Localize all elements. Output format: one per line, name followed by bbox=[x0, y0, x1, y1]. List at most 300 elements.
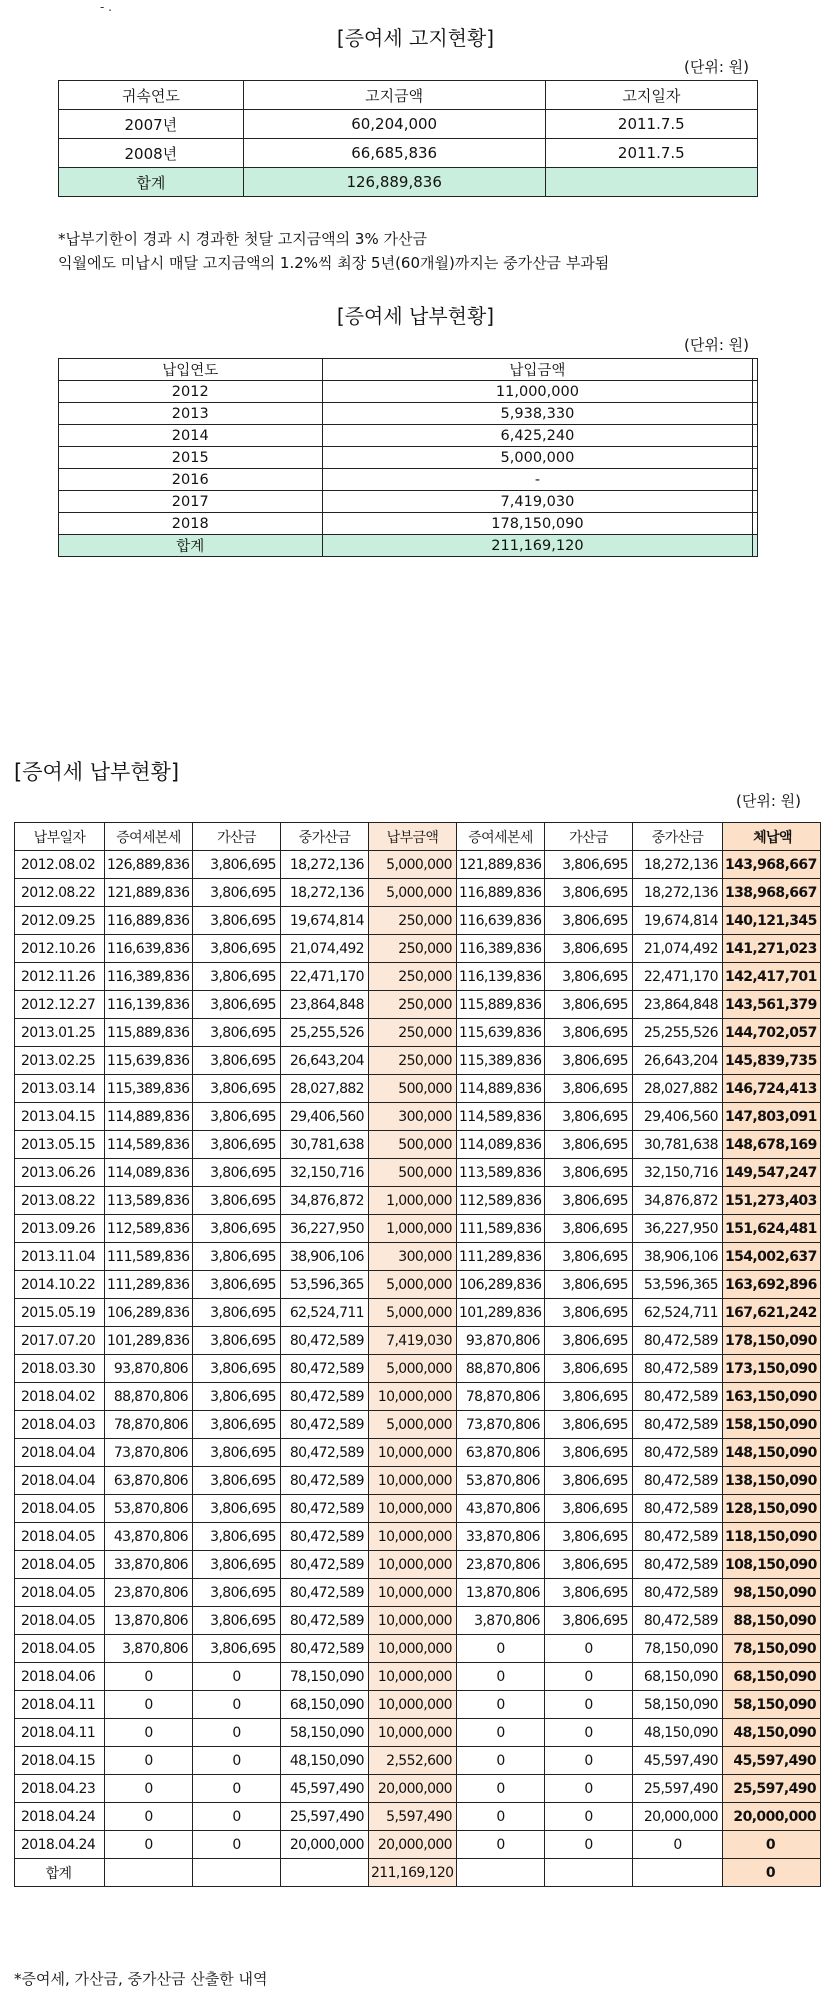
detail-cell: 3,806,695 bbox=[545, 935, 633, 963]
notice-cell: 66,685,836 bbox=[243, 139, 545, 168]
payment-cell bbox=[753, 403, 758, 425]
header-row bbox=[59, 359, 758, 381]
table-row bbox=[15, 1019, 821, 1047]
detail-cell: 2013.02.25 bbox=[15, 1047, 105, 1075]
detail-cell: 143,561,379 bbox=[723, 991, 821, 1019]
detail-cell: 80,472,589 bbox=[633, 1467, 723, 1495]
detail-cell: 0 bbox=[193, 1803, 281, 1831]
detail-cell: 3,806,695 bbox=[193, 851, 281, 879]
detail-cell: 108,150,090 bbox=[723, 1551, 821, 1579]
detail-cell: 62,524,711 bbox=[281, 1299, 369, 1327]
detail-cell: 13,870,806 bbox=[457, 1579, 545, 1607]
detail-cell: 3,806,695 bbox=[545, 1103, 633, 1131]
detail-cell: 증여세본세 bbox=[105, 823, 193, 851]
payment-summary-table bbox=[58, 358, 758, 557]
detail-cell: 167,621,242 bbox=[723, 1299, 821, 1327]
detail-cell: 3,806,695 bbox=[193, 1103, 281, 1131]
detail-cell: 80,472,589 bbox=[633, 1523, 723, 1551]
detail-cell: 2018.04.05 bbox=[15, 1523, 105, 1551]
detail-cell: 48,150,090 bbox=[723, 1719, 821, 1747]
detail-cell: 0 bbox=[545, 1691, 633, 1719]
detail-cell: 2013.04.15 bbox=[15, 1103, 105, 1131]
detail-cell: 0 bbox=[457, 1803, 545, 1831]
detail-cell: 3,806,695 bbox=[545, 1131, 633, 1159]
table-row bbox=[15, 1803, 821, 1831]
total-row bbox=[59, 535, 758, 557]
section1-title: [증여세 고지현황] bbox=[336, 26, 495, 50]
detail-cell: 106,289,836 bbox=[457, 1271, 545, 1299]
detail-cell: 3,806,695 bbox=[545, 1495, 633, 1523]
detail-cell: 115,639,836 bbox=[105, 1047, 193, 1075]
detail-cell: 3,806,695 bbox=[193, 1215, 281, 1243]
detail-cell: 62,524,711 bbox=[633, 1299, 723, 1327]
table-row bbox=[15, 1747, 821, 1775]
detail-cell: 2013.09.26 bbox=[15, 1215, 105, 1243]
detail-cell: 80,472,589 bbox=[633, 1579, 723, 1607]
detail-cell: 88,870,806 bbox=[105, 1383, 193, 1411]
detail-cell: 7,419,030 bbox=[369, 1327, 457, 1355]
detail-cell: 납부일자 bbox=[15, 823, 105, 851]
detail-cell: 10,000,000 bbox=[369, 1719, 457, 1747]
detail-cell: 45,597,490 bbox=[281, 1775, 369, 1803]
detail-cell: 21,074,492 bbox=[633, 935, 723, 963]
detail-cell: 500,000 bbox=[369, 1159, 457, 1187]
detail-cell: 158,150,090 bbox=[723, 1411, 821, 1439]
payment-detail-table bbox=[14, 822, 821, 1887]
detail-cell: 116,639,836 bbox=[457, 907, 545, 935]
detail-cell: 178,150,090 bbox=[723, 1327, 821, 1355]
table-row bbox=[15, 935, 821, 963]
table-row bbox=[59, 513, 758, 535]
table-row bbox=[59, 403, 758, 425]
detail-cell bbox=[193, 1859, 281, 1887]
detail-cell: 34,876,872 bbox=[281, 1187, 369, 1215]
detail-cell: 29,406,560 bbox=[281, 1103, 369, 1131]
detail-cell: 3,806,695 bbox=[193, 1635, 281, 1663]
total-row bbox=[15, 1859, 821, 1887]
detail-cell: 3,806,695 bbox=[545, 907, 633, 935]
detail-cell: 146,724,413 bbox=[723, 1075, 821, 1103]
detail-cell: 93,870,806 bbox=[105, 1355, 193, 1383]
detail-cell: 151,624,481 bbox=[723, 1215, 821, 1243]
detail-cell: 163,692,896 bbox=[723, 1271, 821, 1299]
detail-cell: 33,870,806 bbox=[105, 1551, 193, 1579]
detail-cell: 23,870,806 bbox=[457, 1551, 545, 1579]
detail-cell: 3,806,695 bbox=[193, 1159, 281, 1187]
table-row bbox=[15, 1159, 821, 1187]
detail-cell bbox=[281, 1859, 369, 1887]
payment-cell: 6,425,240 bbox=[322, 425, 753, 447]
table-row bbox=[15, 1551, 821, 1579]
footnote: *증여세, 가산금, 중가산금 산출한 내역 bbox=[14, 1970, 268, 1988]
detail-cell: 5,000,000 bbox=[369, 1355, 457, 1383]
detail-cell: 2013.06.26 bbox=[15, 1159, 105, 1187]
table-row bbox=[15, 1187, 821, 1215]
detail-cell: 145,839,735 bbox=[723, 1047, 821, 1075]
detail-cell: 3,806,695 bbox=[193, 1467, 281, 1495]
detail-cell: 53,596,365 bbox=[281, 1271, 369, 1299]
detail-cell: 0 bbox=[105, 1803, 193, 1831]
detail-cell: 25,255,526 bbox=[633, 1019, 723, 1047]
table-row bbox=[59, 139, 758, 168]
detail-cell: 3,806,695 bbox=[193, 1131, 281, 1159]
detail-cell: 3,806,695 bbox=[545, 1299, 633, 1327]
detail-cell: 26,643,204 bbox=[281, 1047, 369, 1075]
table-row bbox=[15, 1607, 821, 1635]
detail-cell: 5,000,000 bbox=[369, 1271, 457, 1299]
detail-cell: 80,472,589 bbox=[633, 1383, 723, 1411]
note-line-2: 익월에도 미납시 매달 고지금액의 1.2%씩 최장 5년(60개월)까지는 중가산금 부과됨 bbox=[58, 254, 610, 272]
detail-cell: 10,000,000 bbox=[369, 1467, 457, 1495]
table-row bbox=[15, 1075, 821, 1103]
detail-cell: 2012.08.22 bbox=[15, 879, 105, 907]
payment-cell bbox=[753, 359, 758, 381]
detail-cell: 25,597,490 bbox=[633, 1775, 723, 1803]
detail-cell: 80,472,589 bbox=[633, 1551, 723, 1579]
detail-cell: 80,472,589 bbox=[281, 1607, 369, 1635]
detail-cell: 10,000,000 bbox=[369, 1607, 457, 1635]
detail-cell: 128,150,090 bbox=[723, 1495, 821, 1523]
detail-cell: 32,150,716 bbox=[633, 1159, 723, 1187]
table-row bbox=[15, 1523, 821, 1551]
detail-cell: 116,889,836 bbox=[457, 879, 545, 907]
detail-cell: 73,870,806 bbox=[457, 1411, 545, 1439]
detail-cell: 3,806,695 bbox=[545, 1523, 633, 1551]
detail-cell: 80,472,589 bbox=[281, 1439, 369, 1467]
detail-cell: 116,139,836 bbox=[105, 991, 193, 1019]
detail-cell: 163,150,090 bbox=[723, 1383, 821, 1411]
notice-table bbox=[58, 80, 758, 197]
detail-cell: 43,870,806 bbox=[105, 1523, 193, 1551]
detail-cell: 300,000 bbox=[369, 1103, 457, 1131]
detail-cell: 0 bbox=[193, 1719, 281, 1747]
detail-cell: 250,000 bbox=[369, 1047, 457, 1075]
detail-cell: 3,806,695 bbox=[545, 1439, 633, 1467]
detail-cell: 30,781,638 bbox=[281, 1131, 369, 1159]
detail-cell: 28,027,882 bbox=[633, 1075, 723, 1103]
detail-cell: 3,806,695 bbox=[193, 1523, 281, 1551]
detail-cell: 115,389,836 bbox=[105, 1075, 193, 1103]
detail-cell: 2012.11.26 bbox=[15, 963, 105, 991]
detail-cell: 2018.04.05 bbox=[15, 1607, 105, 1635]
table-row bbox=[59, 469, 758, 491]
detail-cell: 3,806,695 bbox=[193, 1495, 281, 1523]
detail-cell: 0 bbox=[105, 1663, 193, 1691]
detail-cell: 0 bbox=[457, 1775, 545, 1803]
detail-cell: 154,002,637 bbox=[723, 1243, 821, 1271]
top-mark: - . bbox=[100, 0, 112, 14]
detail-cell: 80,472,589 bbox=[633, 1439, 723, 1467]
detail-cell: 0 bbox=[193, 1663, 281, 1691]
detail-cell: 88,150,090 bbox=[723, 1607, 821, 1635]
detail-cell: 80,472,589 bbox=[281, 1327, 369, 1355]
detail-cell: 500,000 bbox=[369, 1075, 457, 1103]
detail-cell: 300,000 bbox=[369, 1243, 457, 1271]
detail-cell: 114,589,836 bbox=[105, 1131, 193, 1159]
detail-cell: 0 bbox=[457, 1719, 545, 1747]
detail-cell: 80,472,589 bbox=[281, 1551, 369, 1579]
payment-cell bbox=[753, 469, 758, 491]
detail-cell: 3,806,695 bbox=[193, 1299, 281, 1327]
detail-cell: 2018.04.04 bbox=[15, 1467, 105, 1495]
detail-cell: 2,552,600 bbox=[369, 1747, 457, 1775]
detail-cell: 138,968,667 bbox=[723, 879, 821, 907]
detail-cell: 1,000,000 bbox=[369, 1215, 457, 1243]
detail-cell: 38,906,106 bbox=[281, 1243, 369, 1271]
detail-cell: 18,272,136 bbox=[633, 879, 723, 907]
detail-cell: 58,150,090 bbox=[633, 1691, 723, 1719]
detail-cell: 가산금 bbox=[545, 823, 633, 851]
detail-cell: 250,000 bbox=[369, 1019, 457, 1047]
payment-cell: 11,000,000 bbox=[322, 381, 753, 403]
table-row bbox=[15, 991, 821, 1019]
detail-cell: 68,150,090 bbox=[633, 1663, 723, 1691]
detail-cell: 2013.08.22 bbox=[15, 1187, 105, 1215]
table-row bbox=[15, 1663, 821, 1691]
detail-cell: 19,674,814 bbox=[281, 907, 369, 935]
detail-cell: 114,089,836 bbox=[105, 1159, 193, 1187]
detail-cell: 2012.09.25 bbox=[15, 907, 105, 935]
detail-cell: 3,806,695 bbox=[193, 1271, 281, 1299]
table-row bbox=[15, 1215, 821, 1243]
detail-cell: 116,139,836 bbox=[457, 963, 545, 991]
detail-cell: 3,806,695 bbox=[193, 1579, 281, 1607]
detail-cell: 10,000,000 bbox=[369, 1579, 457, 1607]
header-row bbox=[15, 823, 821, 851]
detail-cell: 3,806,695 bbox=[545, 1355, 633, 1383]
detail-cell: 3,806,695 bbox=[545, 991, 633, 1019]
detail-cell: 체납액 bbox=[723, 823, 821, 851]
detail-cell: 5,000,000 bbox=[369, 1411, 457, 1439]
detail-cell: 증여세본세 bbox=[457, 823, 545, 851]
detail-cell: 114,889,836 bbox=[105, 1103, 193, 1131]
table-row bbox=[59, 447, 758, 469]
detail-cell: 2013.01.25 bbox=[15, 1019, 105, 1047]
detail-cell: 5,000,000 bbox=[369, 851, 457, 879]
detail-cell: 68,150,090 bbox=[723, 1663, 821, 1691]
detail-cell: 0 bbox=[105, 1719, 193, 1747]
detail-cell: 147,803,091 bbox=[723, 1103, 821, 1131]
detail-cell: 23,864,848 bbox=[633, 991, 723, 1019]
detail-cell: 2017.07.20 bbox=[15, 1327, 105, 1355]
detail-cell: 53,870,806 bbox=[105, 1495, 193, 1523]
notice-cell: 2011.7.5 bbox=[545, 139, 757, 168]
detail-cell: 3,806,695 bbox=[193, 1439, 281, 1467]
detail-cell: 111,289,836 bbox=[105, 1271, 193, 1299]
detail-cell: 3,806,695 bbox=[193, 1019, 281, 1047]
detail-cell: 148,150,090 bbox=[723, 1439, 821, 1467]
payment-cell: 2014 bbox=[59, 425, 323, 447]
notice-cell: 합계 bbox=[59, 168, 244, 197]
payment-cell bbox=[753, 513, 758, 535]
detail-cell: 2018.04.04 bbox=[15, 1439, 105, 1467]
detail-cell: 3,806,695 bbox=[193, 963, 281, 991]
payment-cell bbox=[753, 447, 758, 469]
payment-cell: 5,938,330 bbox=[322, 403, 753, 425]
table-row bbox=[15, 1635, 821, 1663]
section2-unit: (단위: 원) bbox=[684, 336, 749, 354]
detail-cell: 2012.12.27 bbox=[15, 991, 105, 1019]
detail-cell: 0 bbox=[545, 1663, 633, 1691]
section3-title: [증여세 납부현황] bbox=[14, 760, 180, 784]
detail-cell: 30,781,638 bbox=[633, 1131, 723, 1159]
table-row bbox=[15, 1271, 821, 1299]
detail-cell: 2018.04.05 bbox=[15, 1635, 105, 1663]
detail-cell: 500,000 bbox=[369, 1131, 457, 1159]
detail-cell: 58,150,090 bbox=[281, 1719, 369, 1747]
detail-cell: 3,806,695 bbox=[193, 1355, 281, 1383]
table-row bbox=[15, 1579, 821, 1607]
detail-cell: 3,870,806 bbox=[105, 1635, 193, 1663]
detail-cell: 3,806,695 bbox=[545, 1383, 633, 1411]
detail-cell: 5,000,000 bbox=[369, 879, 457, 907]
detail-cell: 101,289,836 bbox=[105, 1327, 193, 1355]
detail-cell: 80,472,589 bbox=[281, 1383, 369, 1411]
table-row bbox=[59, 110, 758, 139]
detail-cell: 25,255,526 bbox=[281, 1019, 369, 1047]
payment-cell bbox=[753, 425, 758, 447]
detail-cell: 0 bbox=[723, 1831, 821, 1859]
detail-cell: 111,289,836 bbox=[457, 1243, 545, 1271]
detail-cell: 112,589,836 bbox=[457, 1187, 545, 1215]
payment-cell: 178,150,090 bbox=[322, 513, 753, 535]
detail-cell: 36,227,950 bbox=[633, 1215, 723, 1243]
table-row bbox=[15, 1719, 821, 1747]
detail-cell: 250,000 bbox=[369, 963, 457, 991]
detail-cell: 144,702,057 bbox=[723, 1019, 821, 1047]
detail-cell: 3,806,695 bbox=[193, 1411, 281, 1439]
notice-cell: 2007년 bbox=[59, 110, 244, 139]
detail-cell: 80,472,589 bbox=[633, 1607, 723, 1635]
detail-cell: 113,589,836 bbox=[457, 1159, 545, 1187]
detail-cell: 22,471,170 bbox=[281, 963, 369, 991]
detail-cell: 93,870,806 bbox=[457, 1327, 545, 1355]
detail-cell: 43,870,806 bbox=[457, 1495, 545, 1523]
detail-cell: 2018.04.05 bbox=[15, 1579, 105, 1607]
detail-cell: 18,272,136 bbox=[281, 879, 369, 907]
table-row bbox=[15, 1467, 821, 1495]
detail-cell: 116,389,836 bbox=[105, 963, 193, 991]
detail-cell: 3,806,695 bbox=[545, 963, 633, 991]
detail-cell: 3,870,806 bbox=[457, 1607, 545, 1635]
detail-cell: 20,000,000 bbox=[633, 1803, 723, 1831]
detail-cell: 0 bbox=[193, 1831, 281, 1859]
detail-cell: 3,806,695 bbox=[545, 1411, 633, 1439]
payment-cell: 2012 bbox=[59, 381, 323, 403]
detail-cell: 141,271,023 bbox=[723, 935, 821, 963]
table-row bbox=[15, 1495, 821, 1523]
detail-cell: 38,906,106 bbox=[633, 1243, 723, 1271]
notice-cell: 귀속연도 bbox=[59, 81, 244, 110]
detail-cell: 2014.10.22 bbox=[15, 1271, 105, 1299]
detail-cell: 118,150,090 bbox=[723, 1523, 821, 1551]
detail-cell: 106,289,836 bbox=[105, 1299, 193, 1327]
detail-cell: 63,870,806 bbox=[105, 1467, 193, 1495]
detail-cell: 21,074,492 bbox=[281, 935, 369, 963]
table-row bbox=[15, 851, 821, 879]
detail-cell: 가산금 bbox=[193, 823, 281, 851]
detail-cell: 0 bbox=[545, 1747, 633, 1775]
detail-cell: 10,000,000 bbox=[369, 1691, 457, 1719]
detail-cell: 80,472,589 bbox=[281, 1355, 369, 1383]
detail-cell: 2018.04.03 bbox=[15, 1411, 105, 1439]
detail-cell: 80,472,589 bbox=[281, 1411, 369, 1439]
detail-cell: 25,597,490 bbox=[723, 1775, 821, 1803]
detail-cell: 0 bbox=[457, 1831, 545, 1859]
detail-cell: 80,472,589 bbox=[281, 1495, 369, 1523]
detail-cell: 2013.11.04 bbox=[15, 1243, 105, 1271]
detail-cell: 23,864,848 bbox=[281, 991, 369, 1019]
detail-cell: 3,806,695 bbox=[545, 879, 633, 907]
detail-cell: 111,589,836 bbox=[105, 1243, 193, 1271]
payment-cell: - bbox=[322, 469, 753, 491]
detail-cell: 19,674,814 bbox=[633, 907, 723, 935]
detail-cell: 0 bbox=[723, 1859, 821, 1887]
detail-cell: 3,806,695 bbox=[545, 1271, 633, 1299]
detail-cell: 78,870,806 bbox=[105, 1411, 193, 1439]
payment-cell: 납입금액 bbox=[322, 359, 753, 381]
detail-cell bbox=[633, 1859, 723, 1887]
table-row bbox=[15, 1327, 821, 1355]
payment-cell: 2015 bbox=[59, 447, 323, 469]
detail-cell: 3,806,695 bbox=[545, 1075, 633, 1103]
detail-cell: 10,000,000 bbox=[369, 1523, 457, 1551]
detail-cell: 중가산금 bbox=[281, 823, 369, 851]
table-row bbox=[15, 1411, 821, 1439]
detail-cell: 3,806,695 bbox=[193, 1383, 281, 1411]
detail-cell: 114,889,836 bbox=[457, 1075, 545, 1103]
detail-cell bbox=[457, 1859, 545, 1887]
detail-cell: 18,272,136 bbox=[281, 851, 369, 879]
detail-cell: 115,889,836 bbox=[457, 991, 545, 1019]
detail-cell: 58,150,090 bbox=[723, 1691, 821, 1719]
detail-cell: 53,596,365 bbox=[633, 1271, 723, 1299]
detail-cell: 0 bbox=[545, 1775, 633, 1803]
detail-cell: 20,000,000 bbox=[281, 1831, 369, 1859]
detail-cell: 0 bbox=[545, 1635, 633, 1663]
table-row bbox=[15, 963, 821, 991]
table-row bbox=[59, 491, 758, 513]
detail-cell: 10,000,000 bbox=[369, 1663, 457, 1691]
detail-cell: 3,806,695 bbox=[545, 1327, 633, 1355]
section1-unit: (단위: 원) bbox=[684, 58, 749, 76]
detail-cell: 2013.03.14 bbox=[15, 1075, 105, 1103]
detail-cell: 3,806,695 bbox=[193, 1607, 281, 1635]
payment-cell: 2016 bbox=[59, 469, 323, 491]
payment-cell bbox=[753, 491, 758, 513]
detail-cell: 0 bbox=[105, 1775, 193, 1803]
detail-cell: 0 bbox=[633, 1831, 723, 1859]
payment-cell bbox=[753, 381, 758, 403]
detail-cell: 34,876,872 bbox=[633, 1187, 723, 1215]
detail-cell: 114,089,836 bbox=[457, 1131, 545, 1159]
detail-cell: 2018.04.06 bbox=[15, 1663, 105, 1691]
detail-cell: 20,000,000 bbox=[369, 1831, 457, 1859]
detail-cell: 116,639,836 bbox=[105, 935, 193, 963]
detail-cell: 0 bbox=[193, 1747, 281, 1775]
detail-cell: 2012.08.02 bbox=[15, 851, 105, 879]
detail-cell: 3,806,695 bbox=[193, 1075, 281, 1103]
detail-cell: 0 bbox=[105, 1747, 193, 1775]
detail-cell: 250,000 bbox=[369, 935, 457, 963]
notice-cell: 2008년 bbox=[59, 139, 244, 168]
detail-cell: 3,806,695 bbox=[193, 991, 281, 1019]
detail-cell: 3,806,695 bbox=[545, 1215, 633, 1243]
detail-cell: 2018.04.15 bbox=[15, 1747, 105, 1775]
detail-cell: 10,000,000 bbox=[369, 1551, 457, 1579]
detail-cell: 53,870,806 bbox=[457, 1467, 545, 1495]
detail-cell: 0 bbox=[545, 1831, 633, 1859]
